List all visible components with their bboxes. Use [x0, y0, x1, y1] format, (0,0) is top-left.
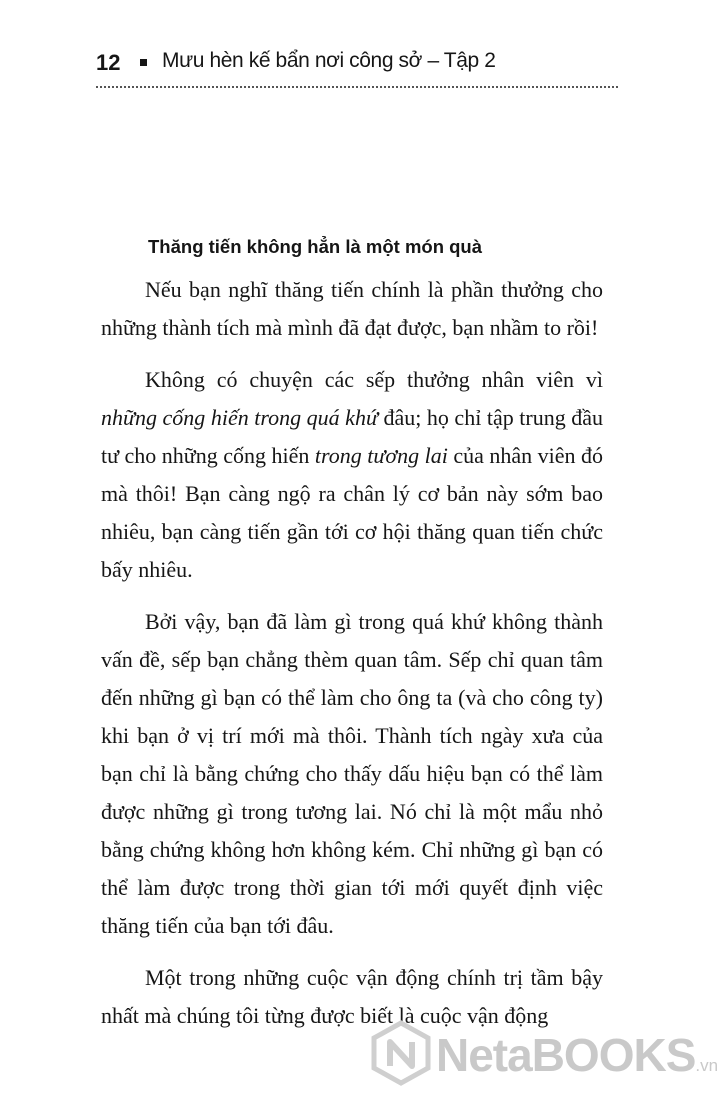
paragraph-2-text-c: của nhân viên đó mà thôi! Bạn càng ngộ ra chân lý cơ bản này sớm bao nhiêu, bạn càng tiến gần tới cơ hội thăng quan tiến chức bấy nhiêu. [101, 443, 603, 582]
watermark-suffix: .vn [695, 1056, 718, 1075]
header-divider [96, 86, 618, 88]
watermark [370, 1018, 718, 1098]
paragraph-2-text-a: Không có chuyện các sếp thưởng nhân viên vì [145, 367, 603, 392]
section-heading: Thăng tiến không hẳn là một món quà [148, 236, 483, 257]
paragraph-2-text-b: đâu; họ chỉ tập trung đầu tư cho những cống hiến [101, 405, 604, 468]
watermark-brand: NetaBOOKS [436, 1029, 696, 1081]
italic-phrase-future: trong tương lai [314, 443, 448, 468]
page-number: 12 [96, 50, 121, 75]
paragraph-4: Một trong những cuộc vận động chính trị tầm bậy nhất mà chúng tôi từng được biết là cuộc vận động [101, 965, 603, 1028]
watermark-text [436, 1028, 718, 1082]
running-header [96, 44, 616, 84]
paragraph-1: Nếu bạn nghĩ thăng tiến chính là phần thưởng cho những thành tích mà mình đã đạt được, bạn nhầm to rồi! [101, 277, 603, 340]
italic-phrase-past-contributions: những cống hiến trong quá khứ [101, 405, 378, 430]
running-title: Mưu hèn kế bẩn nơi công sở – Tập 2 [162, 49, 496, 72]
paragraph-2 [101, 361, 603, 589]
bullet-icon [140, 59, 147, 66]
page-body [101, 228, 603, 1035]
netabooks-logo-icon [370, 1020, 432, 1086]
paragraph-3: Bởi vậy, bạn đã làm gì trong quá khứ không thành vấn đề, sếp bạn chẳng thèm quan tâm. Sếp chỉ quan tâm đến những gì bạn có thể làm cho ông ta (và cho công ty) khi bạn ở vị trí mới mà thôi. Thành tích ngày xưa của bạn chỉ là bằng chứng cho thấy dấu hiệu bạn có thể làm được những gì trong tương lai. Nó chỉ là một mẩu nhỏ bằng chứng không hơn không kém. Chỉ những gì bạn có thể làm được trong thời gian tới mới quyết định việc thăng tiến của bạn tới đâu. [101, 609, 603, 938]
